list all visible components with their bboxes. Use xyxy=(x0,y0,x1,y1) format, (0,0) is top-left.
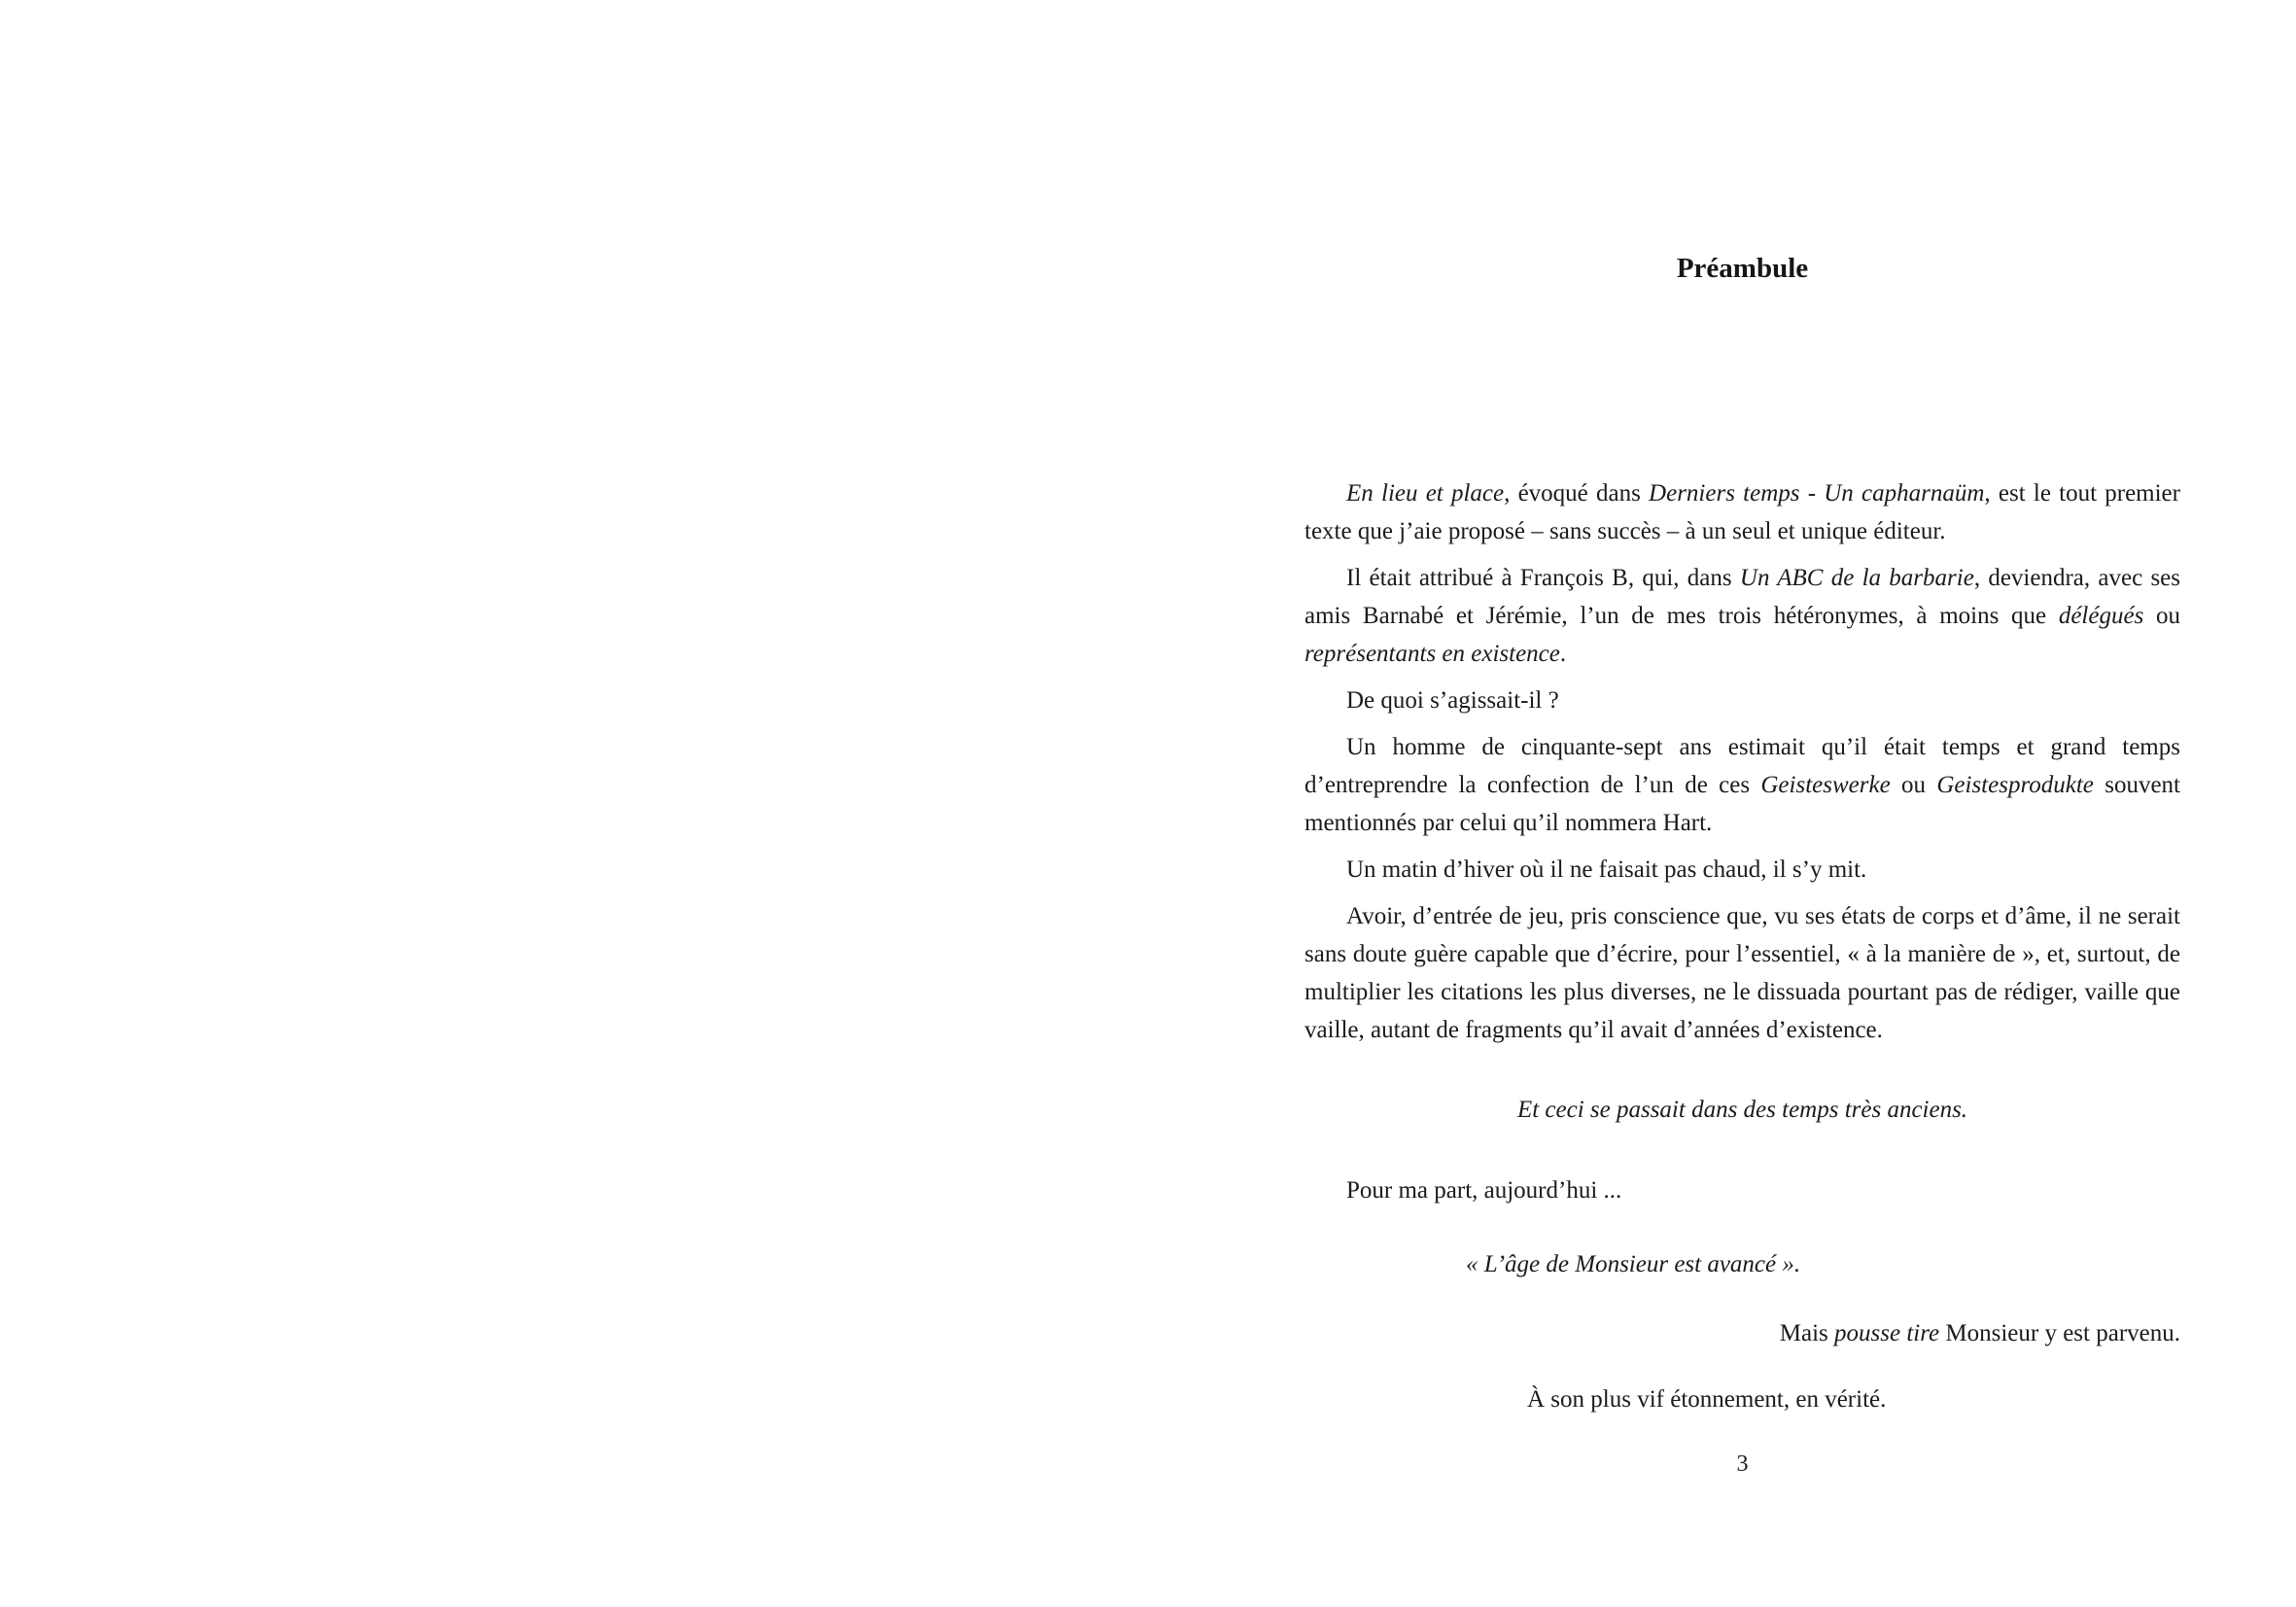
body-paragraph-4: Un homme de cinquante-sept ans estimait qu’il était temps et grand temps d’entreprendre la confection de l’un de ces Geisteswerke ou Geistesprodukte souvent mentionnés par celui qu’il nommera Hart. xyxy=(1305,734,2180,836)
body-paragraph-5: Un matin d’hiver où il ne faisait pas chaud, il s’y mit. xyxy=(1346,856,1867,883)
closing-line-4: Mais pousse tire Monsieur y est parvenu. xyxy=(1779,1320,2180,1346)
page-number: 3 xyxy=(1736,1451,1749,1477)
body-paragraph-6: Avoir, d’entrée de jeu, pris conscience que, vu ses états de corps et d’âme, il ne serait sans doute guère capable que d’écrire, pour l’essentiel, « à la manière de », et, surtout, de multiplier les citations les plus diverses, ne le dissuada pourtant pas de rédiger, vaille que vaille, autant de fragments qu’il avait d’années d’existence. xyxy=(1305,903,2180,1043)
closing-line-3: « L’âge de Monsieur est avancé ». xyxy=(1466,1251,1801,1277)
body-paragraph-1: En lieu et place, évoqué dans Derniers temps - Un capharnaüm, est le tout premier texte que j’aie proposé – sans succès – à un seul et unique éditeur. xyxy=(1305,480,2180,544)
body-paragraph-2: Il était attribué à François B, qui, dans Un ABC de la barbarie, deviendra, avec ses amis Barnabé et Jérémie, l’un de mes trois hétéronymes, à moins que délégués ou représentants en existence. xyxy=(1305,565,2180,667)
body-paragraph-3: De quoi s’agissait-il ? xyxy=(1346,687,1559,714)
closing-line-5: À son plus vif étonnement, en vérité. xyxy=(1527,1386,1887,1413)
chapter-title: Préambule xyxy=(1676,253,1809,284)
closing-line-1: Et ceci se passait dans des temps très anciens. xyxy=(1516,1097,1968,1123)
closing-line-2: Pour ma part, aujourd’hui ... xyxy=(1346,1177,1622,1204)
right-page-text-column xyxy=(1305,0,2180,1484)
